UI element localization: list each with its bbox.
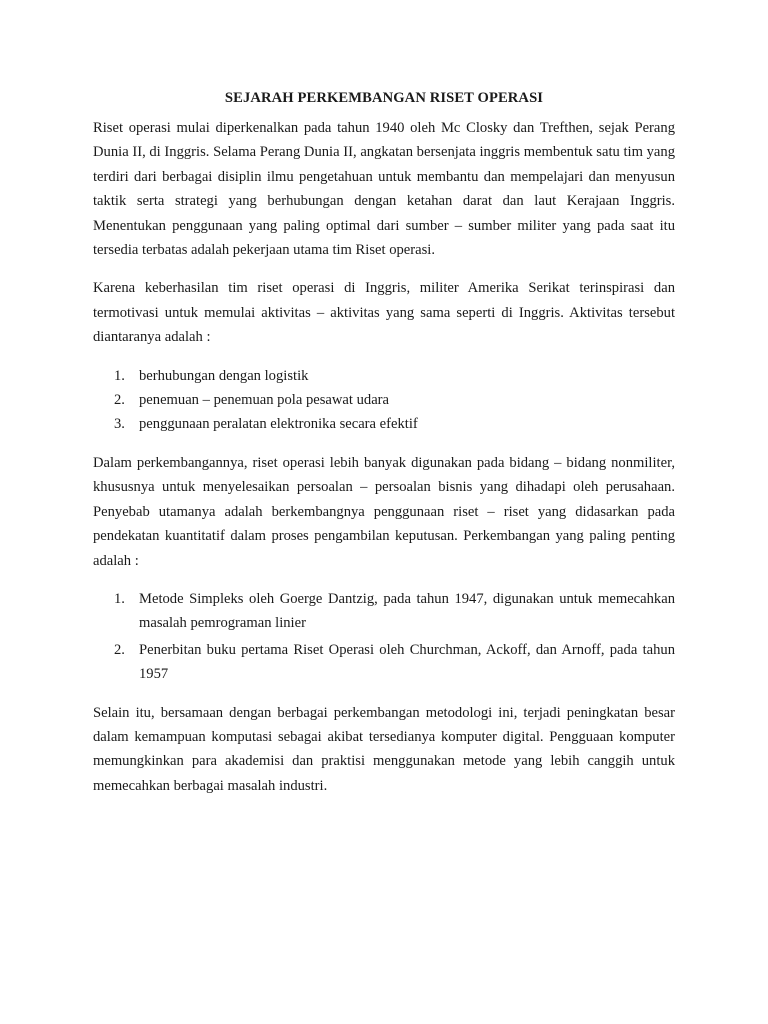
list-item [93, 364, 675, 388]
paragraph-intro: Riset operasi mulai diperkenalkan pada tahun 1940 oleh Mc Closky dan Trefthen, sejak Perang Dunia II, di Inggris. Selama Perang Dunia II, angkatan bersenjata inggris membentuk satu tim yang terdiri dari berbagai disiplin ilmu pengetahuan untuk membantu dan mempelajari dan menyusun taktik serta strategi yang berhubungan dengan ketahan darat dan laut Kerajaan Inggris. Menentukan penggunaan yang paling optimal dari sumber – sumber militer yang pada saat itu tersedia terbatas adalah pekerjaan utama tim Riset operasi. [93, 120, 675, 259]
list-number: 3. [114, 416, 125, 433]
paragraph-us-military: Karena keberhasilan tim riset operasi di Inggris, militer Amerika Serikat terinspirasi dan termotivasi untuk memulai aktivitas – aktivitas yang sama seperti di Inggris. Aktivitas tersebut diantaranya adalah : [93, 280, 675, 346]
list-number: 2. [114, 392, 125, 409]
list-item-text: penemuan – penemuan pola pesawat udara [139, 392, 390, 409]
list-item [93, 388, 675, 412]
paragraph-computing: Selain itu, bersamaan dengan berbagai perkembangan metodologi ini, terjadi peningkatan besar dalam kemampuan komputasi sebagai akibat tersedianya komputer digital. Pengguaan komputer memungkinkan para akademisi dan praktisi menggunakan metode yang lebih canggih untuk memecahkan berbagai masalah industri. [93, 704, 675, 794]
list-number: 2. [114, 641, 125, 658]
list-number: 1. [114, 590, 125, 607]
developments-list [93, 587, 675, 687]
list-item [93, 638, 675, 687]
activities-list [93, 364, 675, 437]
list-item [93, 412, 675, 436]
document-title: SEJARAH PERKEMBANGAN RISET OPERASI [224, 90, 544, 106]
list-item [93, 587, 675, 636]
list-item-text: Metode Simpleks oleh Goerge Dantzig, pada tahun 1947, digunakan untuk memecahkan masalah pemrograman linier [139, 590, 675, 632]
list-number: 1. [114, 367, 125, 384]
list-item-text: Penerbitan buku pertama Riset Operasi oleh Churchman, Ackoff, dan Arnoff, pada tahun 1957 [139, 641, 675, 683]
list-item-text: penggunaan peralatan elektronika secara efektif [139, 416, 418, 433]
list-item-text: berhubungan dengan logistik [139, 367, 309, 384]
paragraph-development: Dalam perkembangannya, riset operasi lebih banyak digunakan pada bidang – bidang nonmiliter, khususnya untuk menyelesaikan persoalan – persoalan bisnis yang dihadapi oleh perusahaan. Penyebab utamanya adalah berkembangnya penggunaan riset – riset yang didasarkan pada pendekatan kuantitatif dalam proses pengambilan keputusan. Perkembangan yang paling penting adalah : [93, 454, 675, 569]
document-page [93, 86, 675, 812]
